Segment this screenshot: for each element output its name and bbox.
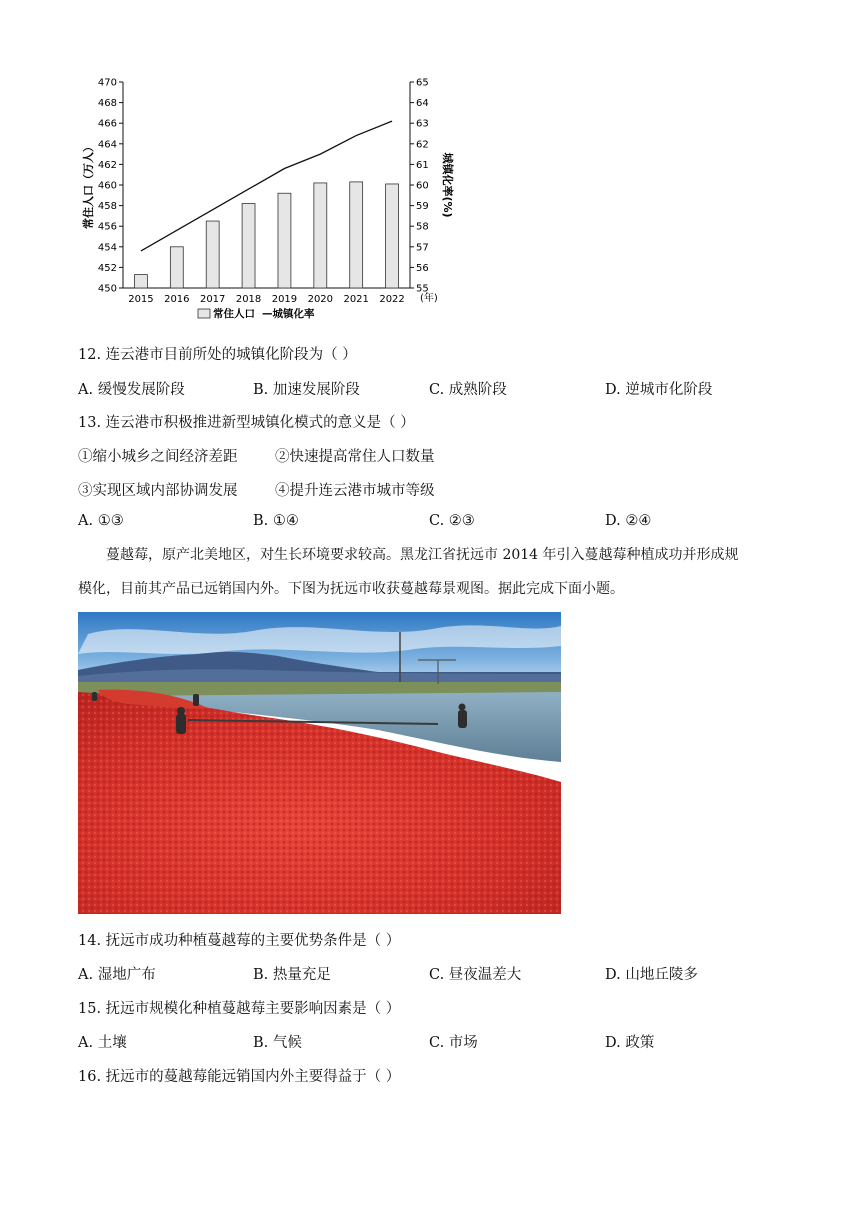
left-tick-label: 470 <box>97 77 117 89</box>
right-tick-label: 61 <box>416 159 429 171</box>
left-tick-label: 462 <box>97 159 117 171</box>
x-tick-label: 2015 <box>128 294 154 305</box>
x-tick-label: 2019 <box>271 294 298 305</box>
passage-line-1: 蔓越莓，原产北美地区，对生长环境要求较高。黑龙江省抚远市 2014 年引入蔓越莓种植成功并形成规 <box>106 547 739 563</box>
population-bar <box>242 204 255 288</box>
x-tick-label: 2017 <box>199 294 226 305</box>
population-bar <box>170 247 183 288</box>
q12-option-c[interactable]: C. 成熟阶段 <box>429 382 507 398</box>
legend-bar-swatch <box>198 309 210 318</box>
q13-statement-2: ②快速提高常住人口数量 <box>275 449 435 465</box>
right-tick-label: 60 <box>416 180 429 192</box>
material-passage <box>78 538 798 606</box>
left-tick-label: 454 <box>97 242 117 254</box>
question-16-stem: 16. 抚远市的蔓越莓能远销国内外主要得益于（ ） <box>78 1069 401 1085</box>
q13-option-a[interactable]: A. ①③ <box>78 513 124 529</box>
x-tick-label: 2021 <box>343 294 369 305</box>
right-tick-label: 64 <box>416 98 429 110</box>
right-tick-label: 65 <box>416 77 429 89</box>
question-13-stem: 13. 连云港市积极推进新型城镇化模式的意义是（ ） <box>78 415 415 431</box>
population-bar <box>134 275 147 288</box>
q15-option-d[interactable]: D. 政策 <box>605 1035 655 1051</box>
question-12-stem: 12. 连云港市目前所处的城镇化阶段为（ ） <box>78 347 357 363</box>
x-tick-label: 2022 <box>379 294 405 305</box>
population-bar <box>350 182 363 288</box>
legend-bar-label: 常住人口 <box>213 308 255 320</box>
q12-option-a[interactable]: A. 缓慢发展阶段 <box>78 382 185 398</box>
x-tick-label: 2020 <box>307 294 334 305</box>
x-tick-label: 2018 <box>235 294 262 305</box>
left-tick-label: 450 <box>97 283 117 295</box>
right-tick-label: 58 <box>416 221 429 233</box>
right-tick-label: 59 <box>416 201 429 213</box>
left-tick-label: 468 <box>97 98 117 110</box>
q14-option-a[interactable]: A. 湿地广布 <box>78 967 156 983</box>
left-tick-label: 466 <box>97 118 117 130</box>
x-unit-label: (年) <box>420 293 438 304</box>
left-tick-label: 456 <box>97 221 117 233</box>
left-axis-title: 常住人口（万人） <box>82 141 95 229</box>
right-axis-title: 城镇化率(%) <box>441 152 454 218</box>
cranberry-harvest-photo <box>78 612 561 914</box>
q15-option-a[interactable]: A. 土壤 <box>78 1035 127 1051</box>
x-tick-label: 2016 <box>164 294 190 305</box>
population-bar <box>278 193 291 288</box>
q14-option-b[interactable]: B. 热量充足 <box>253 967 331 983</box>
q15-option-b[interactable]: B. 气候 <box>253 1035 302 1051</box>
q13-statement-1: ①缩小城乡之间经济差距 <box>78 449 238 465</box>
legend-line-label: —城镇化率 <box>262 308 315 320</box>
population-bar <box>314 183 327 288</box>
q15-option-c[interactable]: C. 市场 <box>429 1035 478 1051</box>
q13-statement-4: ④提升连云港市城市等级 <box>275 483 435 499</box>
right-tick-label: 55 <box>416 283 429 295</box>
question-15-stem: 15. 抚远市规模化种植蔓越莓主要影响因素是（ ） <box>78 1001 401 1017</box>
left-tick-label: 460 <box>97 180 117 192</box>
q14-option-c[interactable]: C. 昼夜温差大 <box>429 967 522 983</box>
q13-option-c[interactable]: C. ②③ <box>429 513 475 529</box>
right-tick-label: 56 <box>416 262 429 274</box>
left-tick-label: 458 <box>97 201 117 213</box>
population-bar <box>386 184 399 288</box>
right-tick-label: 57 <box>416 242 429 254</box>
q13-option-d[interactable]: D. ②④ <box>605 513 652 529</box>
left-tick-label: 464 <box>97 139 117 151</box>
passage-line-2: 模化，目前其产品已远销国内外。下图为抚远市收获蔓越莓景观图。据此完成下面小题。 <box>78 581 624 597</box>
right-tick-label: 63 <box>416 118 429 130</box>
q13-option-b[interactable]: B. ①④ <box>253 513 299 529</box>
right-tick-label: 62 <box>416 139 429 151</box>
population-urbanization-chart <box>78 70 468 330</box>
q14-option-d[interactable]: D. 山地丘陵多 <box>605 967 698 983</box>
q12-option-b[interactable]: B. 加速发展阶段 <box>253 382 360 398</box>
question-14-stem: 14. 抚远市成功种植蔓越莓的主要优势条件是（ ） <box>78 933 401 949</box>
left-tick-label: 452 <box>97 262 117 274</box>
q13-statement-3: ③实现区域内部协调发展 <box>78 483 238 499</box>
q12-option-d[interactable]: D. 逆城市化阶段 <box>605 382 713 398</box>
population-bar <box>206 221 219 288</box>
